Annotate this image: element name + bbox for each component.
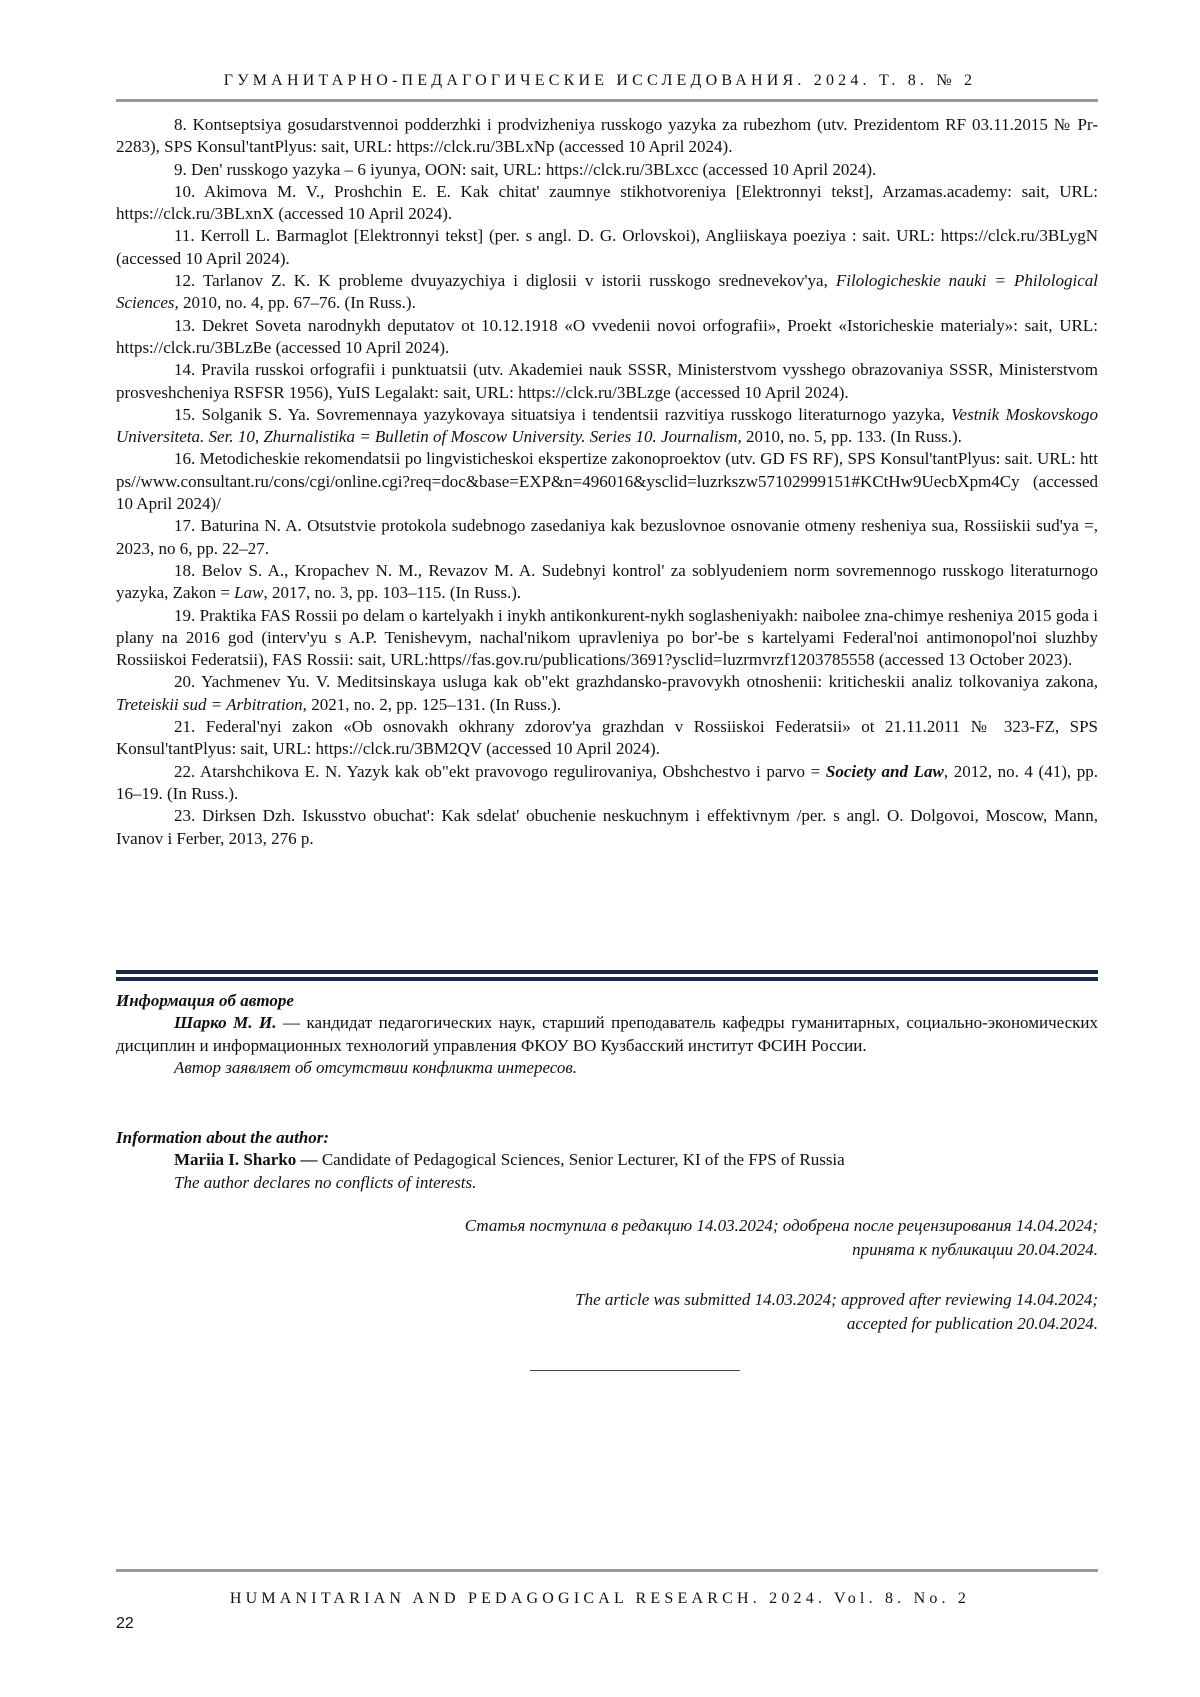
author-name-ru: Шарко М. И. [174, 1013, 277, 1033]
reference-details: 2010, no. 4, pp. 67–76. (In Russ.). [178, 293, 416, 313]
reference-text: 17. Baturina N. A. Otsutstvie protokola sudebnogo zasedaniya kak bezuslovnoe osnovanie otmeny resheniya sua, Rossiiskii sud'ya =, 2023, no 6, pp. 22–27. [116, 516, 1098, 558]
reference-item [116, 761, 1098, 806]
dates-line: Статья поступила в редакцию 14.03.2024; одобрена после рецензирования 14.04.2024; [464, 1216, 1098, 1235]
author-info-en [116, 1127, 1098, 1194]
reference-text: 19. Praktika FAS Rossii po delam o kartelyakh i inykh antikonkurent-nykh soglasheniyakh: naibolee zna-chimye resheniya 2015 goda i plany na 2016 god (interv'yu s A.P. Tenishevym, nachal'nikom upravleniya po bor'-be s kartelyami Federal'noi antimonopol'noi sluzhby Rossiiskoi Federatsii), FAS Rossii: sait, URL:https//fas.gov.ru/publications/3691?ysclid=luzrmvrzf1203785558 (accessed 13 October 2023). [116, 605, 1098, 670]
author-bio-en: Candidate of Pedagogical Sciences, Senior Lecturer, KI of the FPS of Russia [317, 1150, 845, 1170]
reference-text: 22. Atarshchikova E. N. Yazyk kak ob"ekt pravovogo regulirovaniya, Obshchestvo i parvo = [174, 761, 826, 781]
reference-item [116, 404, 1098, 449]
reference-item [116, 560, 1098, 605]
conflict-statement-en: The author declares no conflicts of interests. [174, 1172, 477, 1192]
author-description-ru [116, 1012, 1098, 1057]
reference-text: 11. Kerroll L. Barmaglot [Elektronnyi tekst] (per. s angl. D. G. Orlovskoi), Angliiskaya poeziya : sait. URL: https://clck.ru/3BLygN (accessed 10 April 2024). [116, 226, 1098, 268]
dates-line: accepted for publication 20.04.2024. [846, 1314, 1098, 1333]
reference-item [116, 515, 1098, 560]
header-rule [116, 99, 1098, 102]
reference-item [116, 181, 1098, 226]
reference-text: 21. Federal'nyi zakon «Ob osnovakh okhrany zdorov'ya grazhdan v Rossiiskoi Federatsii» ot 21.11.2011 № 323-FZ, SPS Konsul'tantPlyus: sait, URL: https://clck.ru/3BM2QV (accessed 10 April 2024). [116, 717, 1098, 759]
author-heading-en: Information about the author: [116, 1128, 330, 1147]
footer-rule [116, 1569, 1098, 1572]
reference-item [116, 315, 1098, 360]
journal-name: Vestnik Moskovskogo Universiteta. Ser. 10, Zhurnalistika = Bulletin of Moscow University. Series 10. Journalism, [116, 404, 1098, 447]
reference-details: , 2017, no. 3, pp. 103–115. (In Russ.). [263, 583, 522, 603]
reference-text: 13. Dekret Soveta narodnykh deputatov ot 10.12.1918 «O vvedenii novoi orfografii», Proekt «Istoricheskie materialy»: sait, URL: https://clck.ru/3BLzBe (accessed 10 April 2024). [116, 315, 1098, 357]
reference-text: 16. Metodicheskie rekomendatsii po lingvisticheskoi ekspertize zakonoproektov (utv. GD FS RF), SPS Konsul'tantPlyus: sait. URL: https//www.consultant.ru/cons/cgi/online.cgi?req=doc&base=EXP&n=496016&ysclid=luzrkszw57102999151#KCtHw9UecbXpm4Cy (accessed 10 April 2024)/ [116, 449, 1098, 514]
reference-details: 2021, no. 2, pp. 125–131. (In Russ.). [306, 694, 561, 714]
journal-name: Treteiskii sud = Arbitration, [116, 694, 307, 714]
reference-text: 9. Den' russkogo yazyka – 6 iyunya, OON: sait, URL: https://clck.ru/3BLxcc (accessed 10 April 2024). [174, 159, 877, 179]
reference-text: 20. Yachmenev Yu. V. Meditsinskaya usluga kak ob"ekt grazhdansko-pravovykh otnoshenii: kriticheskii analiz tolkovaniya zakona, [174, 672, 1098, 692]
conflict-statement-ru: Автор заявляет об отсутствии конфликта интересов. [174, 1057, 578, 1077]
author-bio-ru: — кандидат педагогических наук, старший преподаватель кафедры гуманитарных, социально-экономических дисциплин и информационных технологий управления ФКОУ ВО Кузбасский институт ФСИН России. [116, 1013, 1099, 1055]
author-name-en: Mariia I. Sharko — [174, 1150, 318, 1170]
reference-text: 12. Tarlanov Z. K. K probleme dvuyazychiya i diglosii v istorii russkogo srednevekov'ya, [174, 271, 836, 291]
page-number: 22 [116, 1615, 134, 1632]
reference-text: 23. Dirksen Dzh. Iskusstvo obuchat': Kak sdelat' obuchenie neskuchnym i effektivnym /per. s angl. O. Dolgovoi, Moscow, Mann, Ivanov i Ferber, 2013, 276 p. [116, 806, 1098, 848]
reference-item [116, 805, 1098, 850]
submission-dates-ru [116, 1214, 1098, 1262]
reference-item [116, 671, 1098, 716]
reference-details: , 2012, no. 4 (41), pp. 16–19. (In Russ.). [116, 761, 1098, 803]
reference-list [116, 114, 1098, 850]
dates-line: The article was submitted 14.03.2024; approved after reviewing 14.04.2024; [575, 1290, 1098, 1309]
reference-details: 2010, no. 5, pp. 133. (In Russ.). [741, 427, 962, 447]
reference-text: 15. Solganik S. Ya. Sovremennaya yazykovaya situatsiya i tendentsii razvitiya russkogo literaturnogo yazyka, [174, 404, 952, 424]
dates-line: принята к публикации 20.04.2024. [852, 1240, 1098, 1259]
journal-title-en: HUMANITARIAN AND PEDAGOGICAL RESEARCH. 2024. Vol. 8. No. 2 [229, 1590, 971, 1607]
reference-text: 18. Belov S. A., Kropachev N. M., Revazov M. A. Sudebnyi kontrol' za soblyudeniem norm sovremennogo russkogo literaturnogo yazyka, Zakon = [116, 560, 1098, 603]
journal-title-ru: ГУМАНИТАРНО-ПЕДАГОГИЧЕСКИЕ ИССЛЕДОВАНИЯ. 2024. Т. 8. № 2 [223, 72, 977, 89]
submission-dates-en [116, 1288, 1098, 1336]
journal-name: Law [234, 583, 264, 603]
reference-item [116, 359, 1098, 404]
reference-item [116, 448, 1098, 515]
reference-item [116, 716, 1098, 761]
reference-item [116, 605, 1098, 672]
author-description-en [116, 1149, 1098, 1171]
section-divider [116, 970, 1098, 981]
end-of-article-line [530, 1370, 740, 1371]
reference-item [116, 114, 1098, 159]
author-info-ru [116, 990, 1098, 1079]
reference-item [116, 270, 1098, 315]
reference-item [116, 159, 1098, 181]
author-heading-ru: Информация об авторе [116, 991, 294, 1010]
reference-item [116, 225, 1098, 270]
journal-name: Filologicheskie nauki = Philological Sciences, [116, 271, 1098, 313]
reference-text: 10. Akimova M. V., Proshchin E. E. Kak chitat' zaumnye stikhotvoreniya [Elektronnyi tekst], Arzamas.academy: sait, URL: https://clck.ru/3BLxnX (accessed 10 April 2024). [116, 181, 1098, 224]
journal-name: Society and Law [825, 761, 944, 781]
reference-text: 8. Kontseptsiya gosudarstvennoi podderzhki i prodvizheniya russkogo yazyka za rubezhom (utv. Prezidentom RF 03.11.2015 № Pr-2283), SPS Konsul'tantPlyus: sait, URL: https://clck.ru/3BLxNp (accessed 10 April 2024). [116, 115, 1098, 157]
reference-text: 14. Pravila russkoi orfografii i punktuatsii (utv. Akademiei nauk SSSR, Ministerstvom vysshego obrazovaniya SSSR, Ministerstvom prosveshcheniya RSFSR 1956), YuIS Legalakt: sait, URL: https://clck.ru/3BLzge (accessed 10 April 2024). [116, 360, 1098, 402]
